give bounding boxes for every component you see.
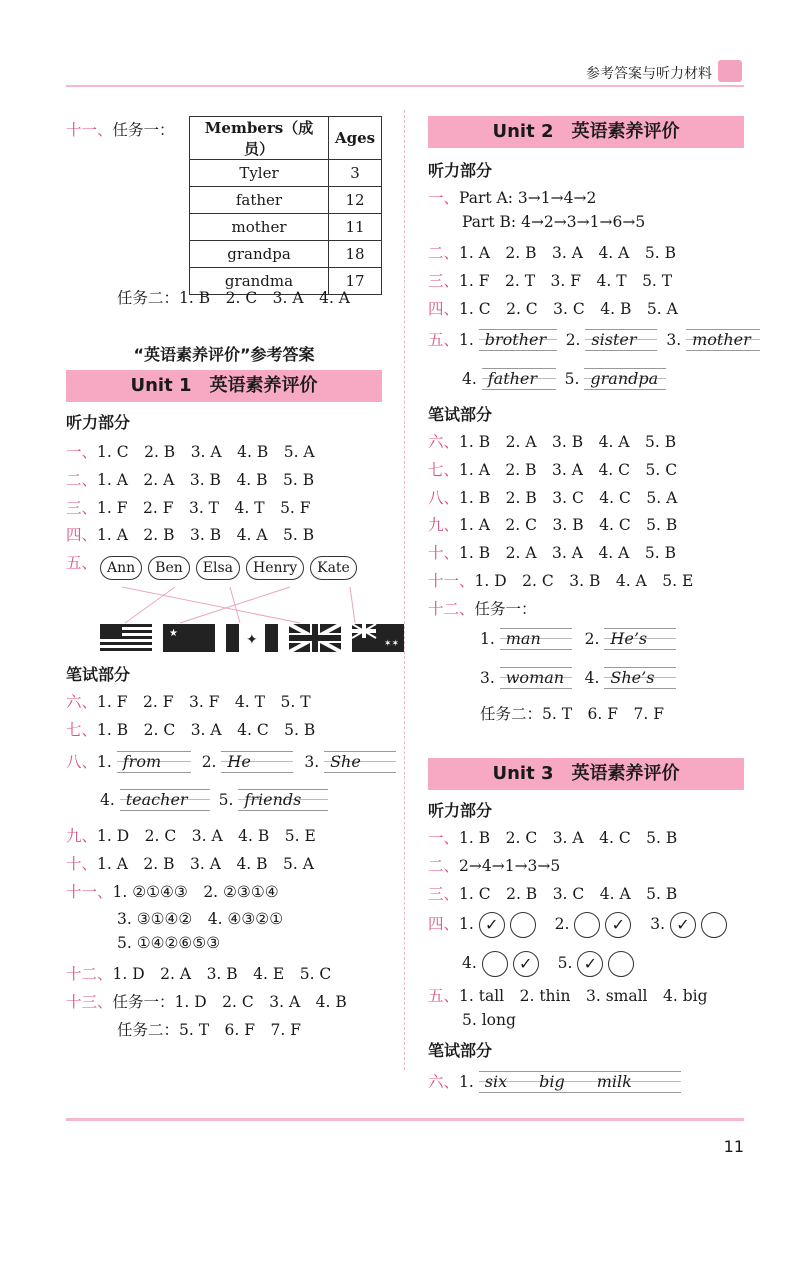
handwritten-answer: man: [500, 628, 572, 650]
handwritten-answer: from: [117, 751, 191, 773]
unit2-l8: 八、1. B 2. B 3. C 4. C 5. A: [428, 489, 678, 507]
unit2-l2: 二、1. A 2. B 3. A 4. A 5. B: [428, 244, 676, 262]
unit2-l1: 一、Part A: 3→1→4→2: [428, 189, 597, 207]
handwritten-answer: She’s: [604, 667, 676, 689]
unit3-l2: 二、2→4→1→3→5: [428, 857, 561, 875]
unit3-l3: 三、1. C 2. B 3. C 4. A 5. B: [428, 885, 678, 903]
unit3-banner: Unit 3 英语素养评价: [428, 758, 744, 790]
unit1-l10: 十、1. A 2. B 3. A 4. B 5. A: [66, 855, 314, 873]
table-header: Ages: [329, 117, 382, 160]
uk-flag-icon: [289, 624, 341, 652]
table-row: mother 11: [190, 214, 382, 241]
checked-circle-icon: ✓: [670, 912, 696, 938]
unit2-l11: 十一、1. D 2. C 3. B 4. A 5. E: [428, 572, 694, 590]
empty-circle-icon: [701, 912, 727, 938]
unit2-l5-row1: 五、1. brother 2. sister 3. mother: [428, 328, 760, 351]
svg-text:✶✶: ✶✶: [384, 639, 400, 649]
handwritten-answer: He’s: [604, 628, 676, 650]
table-row: Tyler 3: [190, 160, 382, 187]
cloud-name: Henry: [246, 556, 304, 580]
matching-lines: [100, 585, 390, 625]
handwritten-answer: woman: [500, 667, 572, 689]
unit2-l12-task2: 任务二：5. T 6. F 7. F: [480, 705, 664, 723]
unit1-l9: 九、1. D 2. C 3. A 4. B 5. E: [66, 827, 316, 845]
unit2-l3: 三、1. F 2. T 3. F 4. T 5. T: [428, 272, 673, 290]
china-flag-icon: [163, 624, 215, 652]
checked-circle-icon: ✓: [605, 912, 631, 938]
unit2-l5-row2: 4. father 5. grandpa: [462, 368, 666, 390]
handwritten-answer: friends: [238, 789, 328, 811]
unit2-l7: 七、1. A 2. B 3. A 4. C 5. C: [428, 461, 678, 479]
unit3-listening-heading: 听力部分: [428, 801, 493, 820]
unit3-l4-row2: 4. ✓ 5. ✓: [462, 951, 634, 977]
page-number: 11: [723, 1137, 744, 1156]
handwritten-answer: mother: [686, 329, 760, 351]
unit1-listening-heading: 听力部分: [66, 413, 131, 432]
unit1-l4: 四、1. A 2. B 3. B 4. A 5. B: [66, 526, 315, 544]
table-row: father 12: [190, 187, 382, 214]
column-divider: [404, 110, 405, 1070]
empty-circle-icon: [510, 912, 536, 938]
header-rule: [66, 85, 744, 87]
unit1-l2: 二、1. A 2. A 3. B 4. B 5. B: [66, 471, 315, 489]
unit1-l13: 十三、任务一：1. D 2. C 3. A 4. B: [66, 993, 347, 1011]
canada-flag-icon: [226, 624, 278, 652]
checked-circle-icon: ✓: [577, 951, 603, 977]
unit2-l9: 九、1. A 2. C 3. B 4. C 5. B: [428, 516, 678, 534]
handwritten-answer: six big milk: [479, 1071, 681, 1093]
unit3-l4-row1: 四、1. ✓ 2. ✓ 3. ✓: [428, 912, 727, 938]
unit1-l11-c: 5. ①④②⑥⑤③: [117, 934, 221, 952]
unit3-writing-heading: 笔试部分: [428, 1041, 493, 1060]
unit1-l8-row1: 八、1. from 2. He 3. She: [66, 750, 396, 773]
unit3-l6: 六、1. six big milk: [428, 1070, 681, 1093]
unit1-banner: Unit 1 英语素养评价: [66, 370, 382, 402]
svg-text:★: ★: [169, 628, 179, 639]
unit2-l12-row2: 3. woman 4. She’s: [480, 667, 676, 689]
unit2-l4: 四、1. C 2. C 3. C 4. B 5. A: [428, 300, 678, 318]
unit3-l1: 一、1. B 2. C 3. A 4. C 5. B: [428, 829, 678, 847]
handwritten-answer: grandpa: [584, 368, 666, 390]
footer-rule: [66, 1118, 744, 1121]
table-row: grandpa 18: [190, 241, 382, 268]
handwritten-answer: He: [221, 751, 293, 773]
cloud-name: Kate: [310, 556, 357, 580]
cloud-name: Ben: [148, 556, 190, 580]
unit1-l11: 十一、1. ②①④③ 2. ②③①④: [66, 883, 279, 901]
unit1-l12: 十二、1. D 2. A 3. B 4. E 5. C: [66, 965, 332, 983]
table-header: Members（成员）: [190, 117, 329, 160]
cloud-name: Elsa: [196, 556, 240, 580]
unit2-l12: 十二、任务一：: [428, 600, 537, 618]
australia-flag-icon: [352, 624, 404, 652]
checked-circle-icon: ✓: [479, 912, 505, 938]
unit1-l5: 五、: [66, 554, 98, 572]
flags-row: [100, 624, 410, 652]
unit2-writing-heading: 笔试部分: [428, 405, 493, 424]
left-q11: 十一、任务一：: [66, 121, 175, 139]
running-header: 参考答案与听力材料: [586, 66, 712, 82]
unit1-l11-b: 3. ③①④② 4. ④③②①: [117, 910, 284, 928]
unit1-l1: 一、1. C 2. B 3. A 4. B 5. A: [66, 443, 315, 461]
left-q11-task2: 任务二：1. B 2. C 3. A 4. A: [117, 289, 351, 307]
unit3-l5-b: 5. long: [462, 1011, 516, 1029]
usa-flag-icon: [100, 624, 152, 652]
unit2-l6: 六、1. B 2. A 3. B 4. A 5. B: [428, 433, 677, 451]
unit1-writing-heading: 笔试部分: [66, 665, 131, 684]
members-table-wrap: [189, 116, 382, 295]
unit2-banner: Unit 2 英语素养评价: [428, 116, 744, 148]
handwritten-answer: teacher: [120, 789, 210, 811]
handwritten-answer: brother: [479, 329, 557, 351]
empty-circle-icon: [574, 912, 600, 938]
unit1-l13-b: 任务二：5. T 6. F 7. F: [117, 1021, 301, 1039]
unit2-l1-b: Part B: 4→2→3→1→6→5: [462, 213, 646, 231]
unit2-l10: 十、1. B 2. A 3. A 4. A 5. B: [428, 544, 676, 562]
name-clouds: [100, 556, 363, 580]
unit1-l8-row2: 4. teacher 5. friends: [100, 789, 328, 811]
header-badge-icon: [718, 60, 742, 82]
empty-circle-icon: [482, 951, 508, 977]
svg-text:✦: ✦: [246, 632, 258, 648]
unit1-l3: 三、1. F 2. F 3. T 4. T 5. F: [66, 499, 311, 517]
handwritten-answer: father: [482, 368, 556, 390]
unit1-l7: 七、1. B 2. C 3. A 4. C 5. B: [66, 721, 316, 739]
unit2-l12-row1: 1. man 2. He’s: [480, 628, 676, 650]
unit1-l6: 六、1. F 2. F 3. F 4. T 5. T: [66, 693, 311, 711]
unit2-listening-heading: 听力部分: [428, 161, 493, 180]
cloud-name: Ann: [100, 556, 142, 580]
handwritten-answer: sister: [585, 329, 657, 351]
checked-circle-icon: ✓: [513, 951, 539, 977]
members-table: [189, 116, 382, 295]
unit3-l5: 五、1. tall 2. thin 3. small 4. big: [428, 987, 708, 1005]
handwritten-answer: She: [324, 751, 396, 773]
section-title: “英语素养评价”参考答案: [133, 345, 315, 364]
table-row: grandma 17: [190, 268, 382, 295]
empty-circle-icon: [608, 951, 634, 977]
